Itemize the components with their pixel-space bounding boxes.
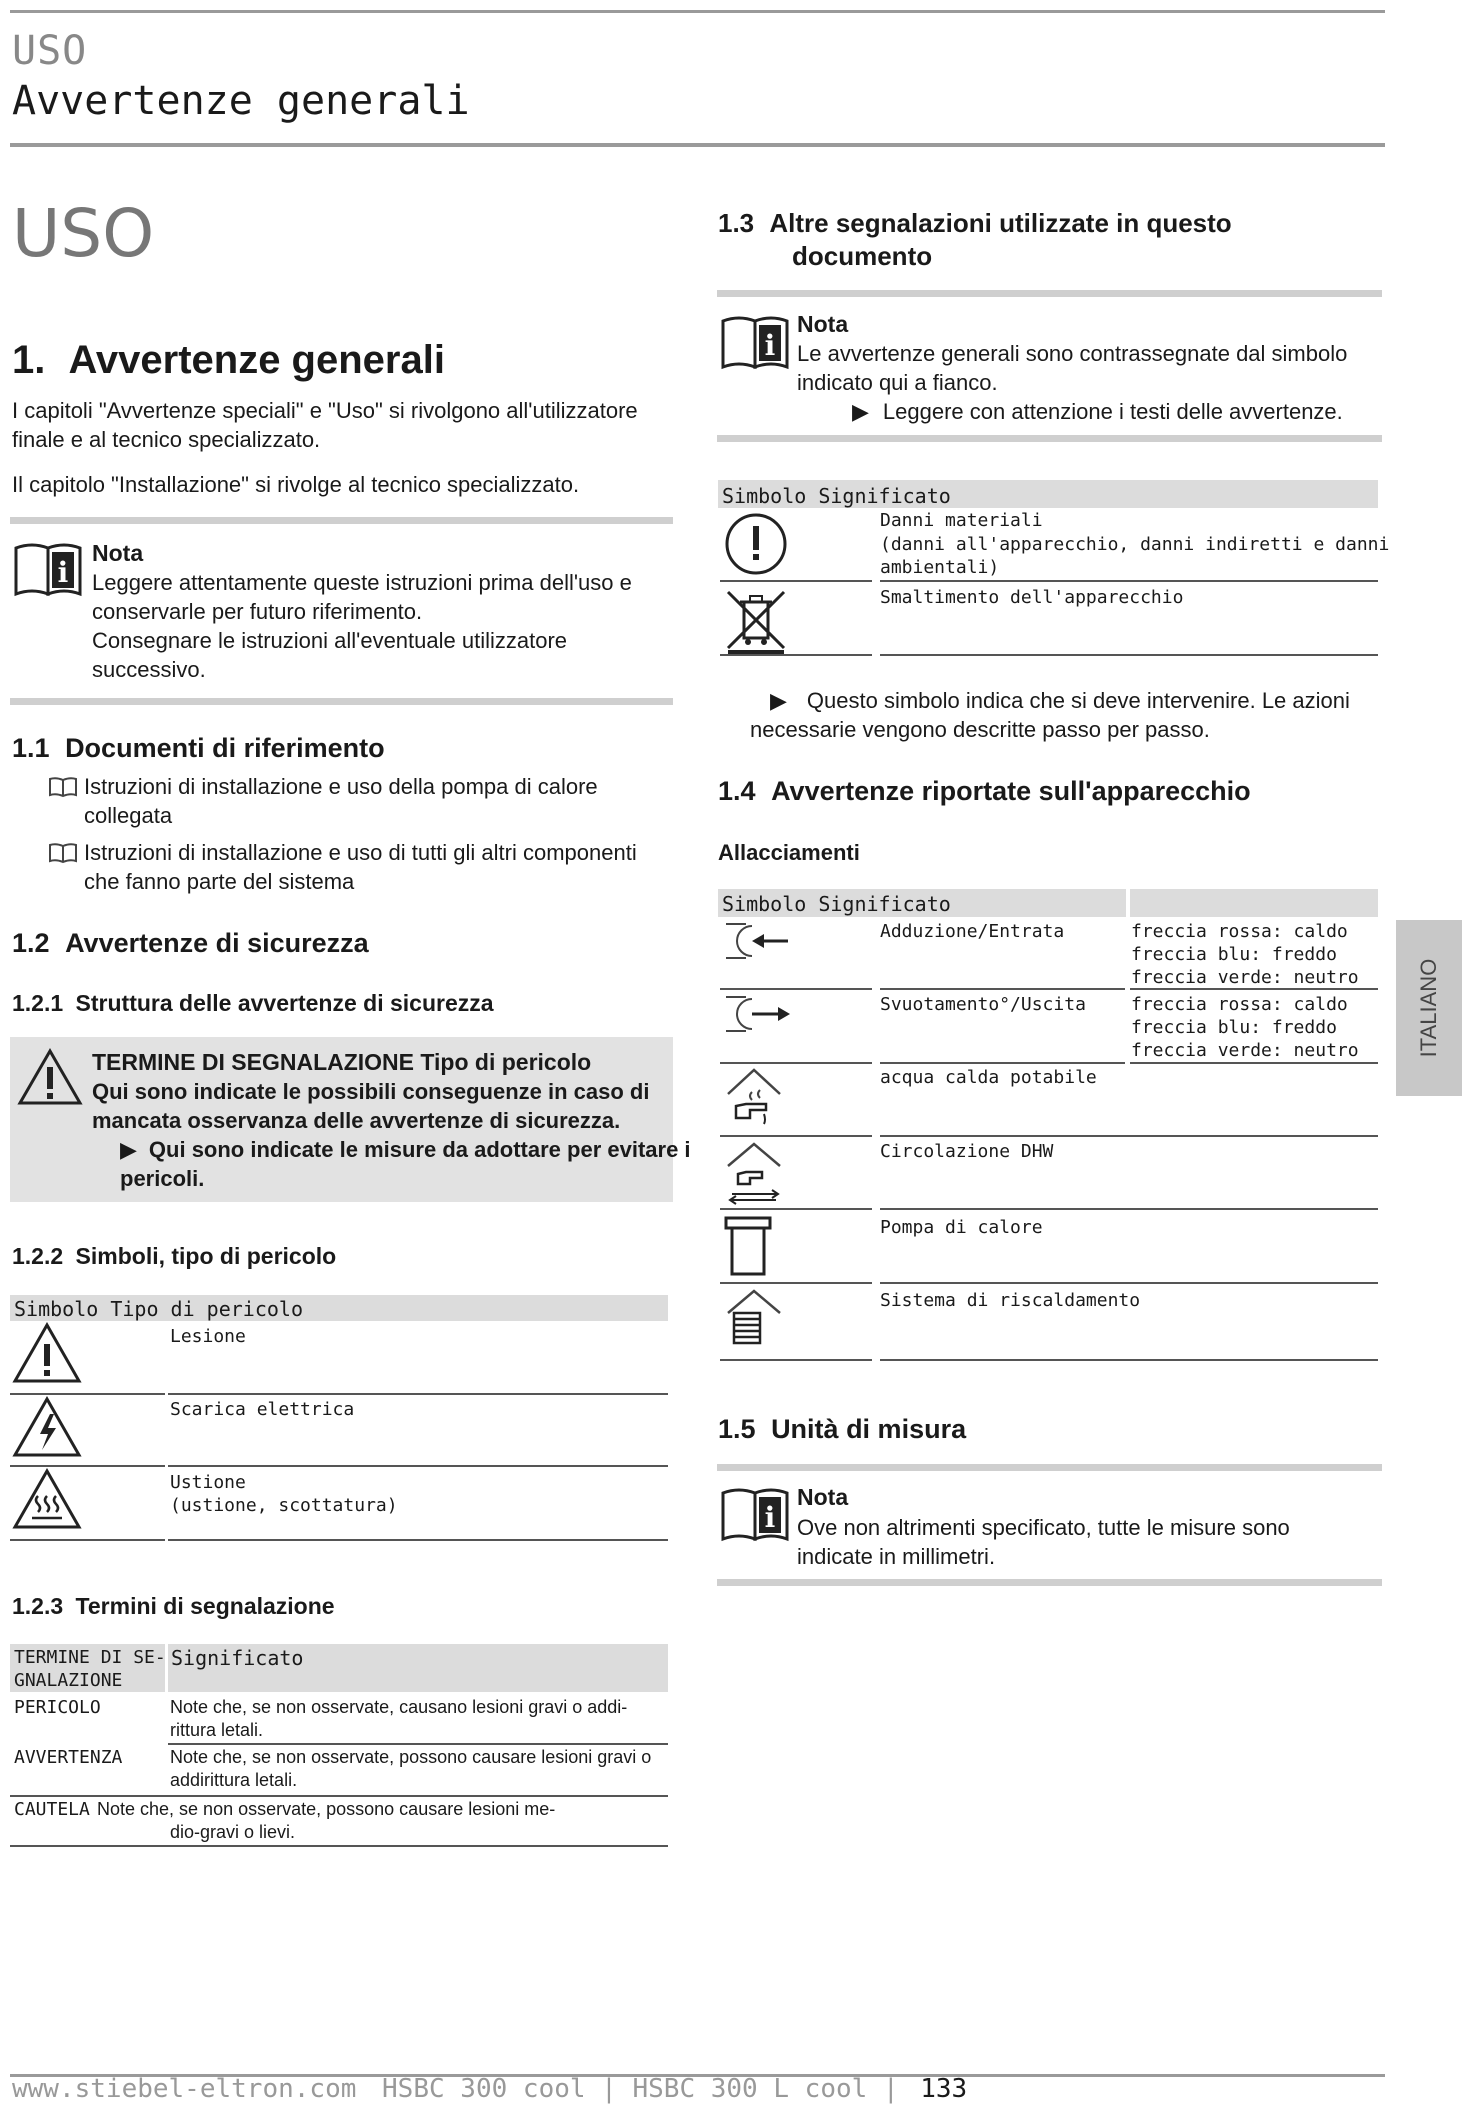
exclamation-triangle-icon: [12, 1322, 82, 1388]
note-box-right-2: [717, 1464, 1382, 1586]
section-number: 1.5: [718, 1414, 756, 1444]
conn-row-text: Svuotamento°/Uscita: [880, 994, 1086, 1015]
note-line-1: Leggere attentamente queste istruzioni prima dell'uso e conservarle per futuro riferimento.: [92, 570, 632, 624]
electric-triangle-icon: [12, 1396, 82, 1462]
color-red: freccia rossa: caldo: [1131, 994, 1348, 1015]
row-divider: [880, 988, 1125, 990]
row-divider: [10, 1393, 165, 1395]
row-divider: [720, 1135, 872, 1137]
row-divider: [720, 1208, 872, 1210]
meaning-line-1: Note che, se non osservate, possono causare lesioni me-: [97, 1799, 556, 1819]
outlet-arrow-icon: [722, 991, 794, 1041]
svg-text:i: i: [764, 1501, 776, 1534]
term-cell: AVVERTENZA: [14, 1747, 123, 1768]
section-title-cont: documento: [792, 241, 933, 271]
action-arrow-icon: ▶: [852, 399, 869, 424]
doc-list-item: [48, 838, 668, 896]
conn-row-text: Pompa di calore: [880, 1217, 1043, 1238]
section-title: Struttura delle avvertenze di sicurezza: [75, 990, 494, 1016]
row-divider: [720, 988, 872, 990]
heading-1-number: 1.: [12, 338, 46, 382]
section-number: 1.2.1: [12, 990, 64, 1016]
row-divider: [168, 1393, 668, 1395]
section-title: Unità di misura: [771, 1414, 967, 1444]
terms-header-col1-line2: GNALAZIONE: [14, 1670, 123, 1691]
section-title: Termini di segnalazione: [75, 1593, 335, 1619]
color-red: freccia rossa: caldo: [1131, 921, 1348, 942]
action-instruction: [750, 686, 1430, 744]
intro-paragraph-1: I capitoli "Avvertenze speciali" e "Uso" si rivolgono all'utilizzatore finale e al tecnico specializzato.: [12, 398, 638, 452]
hazard-row-text: Lesione: [170, 1326, 246, 1347]
color-blue: freccia blu: freddo: [1131, 1017, 1337, 1038]
warning-triangle-icon: [16, 1047, 84, 1111]
color-green: freccia verde: neutro: [1131, 1040, 1359, 1061]
header-rule: [10, 143, 1385, 147]
row-divider: [880, 654, 1378, 656]
row-divider: [720, 1062, 872, 1064]
row-divider: [880, 1359, 1378, 1361]
row-divider: [880, 1282, 1378, 1284]
terms-header-col1-line1: TERMINE DI SE-: [14, 1647, 166, 1668]
note-box-left: [10, 517, 673, 705]
section-title: Altre segnalazioni utilizzate in questo: [769, 208, 1232, 238]
action-instruction-text: Questo simbolo indica che si deve intervenire. Le azioni necessarie vengono descritte passo per passo.: [750, 688, 1350, 742]
info-book-icon: [721, 311, 791, 371]
doc-list-item: [48, 772, 668, 830]
section-1-1-heading: [12, 733, 385, 764]
conn-row-text: Circolazione DHW: [880, 1141, 1054, 1162]
section-1-2-heading: [12, 928, 369, 959]
connections-label: Allacciamenti: [718, 840, 860, 865]
footer: [12, 2074, 967, 2104]
row-divider: [10, 1539, 165, 1541]
conn-row-colors: [1131, 993, 1359, 1062]
info-book-icon: [721, 1483, 791, 1543]
note-bullet-text: Leggere con attenzione i testi delle avvertenze.: [882, 399, 1343, 424]
section-title: Documenti di riferimento: [65, 733, 385, 763]
conn-header-bg-2: [1130, 889, 1378, 917]
header-section: USO: [12, 28, 88, 74]
row-divider: [168, 1465, 668, 1467]
warning-box: [10, 1037, 691, 1202]
note-title: Nota: [797, 1484, 849, 1510]
meaning-line-1: Note che, se non osservate, causano lesioni gravi o addi-: [170, 1697, 628, 1717]
conn-row-text: Adduzione/Entrata: [880, 921, 1065, 942]
doc-item-text: Istruzioni di installazione e uso di tutti gli altri componenti che fanno parte del sistema: [84, 840, 637, 894]
section-1-2-1-heading: [12, 990, 494, 1017]
heating-system-icon: [722, 1287, 792, 1355]
meaning-cell: [170, 1696, 668, 1742]
note-title: Nota: [92, 540, 144, 566]
language-tab-label: ITALIANO: [1416, 958, 1441, 1058]
footer-page: 133: [920, 2074, 968, 2104]
term-cell: PERICOLO: [14, 1697, 101, 1718]
meaning-line-2: addirittura letali.: [170, 1770, 298, 1790]
section-number: 1.2: [12, 928, 50, 958]
section-1-2-2-heading: [12, 1243, 336, 1270]
row-divider: [720, 1282, 872, 1284]
section-1-2-3-heading: [12, 1593, 335, 1620]
note-text: Le avvertenze generali sono contrassegnate dal simbolo indicato qui a fianco.: [797, 341, 1348, 395]
section-number: 1.2.3: [12, 1593, 64, 1619]
heading-1: [12, 338, 445, 383]
heading-1-text: Avvertenze generali: [68, 338, 445, 382]
book-icon: [48, 842, 78, 868]
warning-line-3: [120, 1135, 730, 1193]
terms-header-col1: [14, 1646, 166, 1692]
hot-water-tap-icon: [722, 1066, 792, 1136]
row-divider: [10, 1795, 668, 1797]
hazard-row-text: Scarica elettrica: [170, 1399, 355, 1420]
meaning-line-1: Note che, se non osservate, possono causare lesioni gravi o: [170, 1747, 652, 1767]
row-divider: [720, 580, 872, 582]
section-number: 1.4: [718, 776, 756, 806]
info-book-icon: [14, 538, 84, 598]
meaning-line-2: rittura letali.: [170, 1720, 264, 1740]
section-title: Avvertenze riportate sull'apparecchio: [771, 776, 1251, 806]
row-divider: [168, 1743, 668, 1745]
language-side-tab: [1396, 920, 1462, 1096]
meaning-cell: [170, 1746, 668, 1792]
row-divider: [720, 1359, 872, 1361]
hazard-table-header: Simbolo Tipo di pericolo: [10, 1295, 668, 1321]
exclamation-circle-icon: [722, 512, 790, 580]
warning-line-2: Qui sono indicate le possibili conseguenze in caso di mancata osservanza delle avvertenze di sicurezza.: [92, 1079, 650, 1133]
row-divider: [880, 1062, 1125, 1064]
symbol-row-text: Smaltimento dell'apparecchio: [880, 587, 1184, 608]
conn-table-header: [718, 889, 1378, 917]
row-divider: [168, 1539, 668, 1541]
action-arrow-icon: ▶: [120, 1137, 137, 1162]
header-title: Avvertenze generali: [12, 78, 470, 124]
book-icon: [48, 776, 78, 802]
symbol-row-text-2: (danni all'apparecchio, danni indiretti e danni ambientali): [880, 534, 1390, 578]
footer-site: www.stiebel-eltron.com: [12, 2074, 357, 2104]
svg-text:i: i: [57, 556, 69, 589]
terms-header-col2: Significato: [171, 1646, 304, 1670]
conn-row-text: Sistema di riscaldamento: [880, 1290, 1141, 1311]
big-title: USO: [12, 195, 155, 272]
section-number: 1.2.2: [12, 1243, 64, 1269]
action-arrow-icon: ▶: [770, 688, 787, 713]
conn-row-text: acqua calda potabile: [880, 1067, 1097, 1088]
warning-action-text: Qui sono indicate le misure da adottare per evitare i pericoli.: [120, 1137, 691, 1191]
note-line-2: Consegnare le istruzioni all'eventuale utilizzatore successivo.: [92, 628, 568, 682]
dhw-circulation-icon: [722, 1140, 792, 1210]
heat-pump-icon: [722, 1214, 782, 1282]
row-divider: [720, 654, 872, 656]
svg-text:i: i: [764, 329, 776, 362]
conn-header-text: Simbolo Significato: [722, 892, 951, 916]
note-bullet: [852, 397, 1392, 426]
row-divider: [10, 1465, 165, 1467]
warning-line-1: TERMINE DI SEGNALAZIONE Tipo di pericolo: [92, 1049, 592, 1075]
section-number: 1.1: [12, 733, 50, 763]
section-title: Avvertenze di sicurezza: [65, 928, 369, 958]
row-divider: [1130, 1062, 1378, 1064]
doc-item-text: Istruzioni di installazione e uso della pompa di calore collegata: [84, 774, 598, 828]
section-number: 1.3: [718, 208, 755, 238]
row-divider: [880, 1208, 1378, 1210]
term-cell: CAUTELA: [14, 1799, 90, 1820]
section-1-5-heading: [718, 1414, 966, 1445]
meaning-line-2: dio-gravi o lievi.: [170, 1822, 296, 1842]
color-blue: freccia blu: freddo: [1131, 944, 1337, 965]
conn-row-colors: [1131, 920, 1359, 989]
meaning-cell: [97, 1798, 667, 1844]
color-green: freccia verde: neutro: [1131, 967, 1359, 988]
section-1-4-heading: [718, 776, 1251, 807]
section-title: Simboli, tipo di pericolo: [75, 1243, 337, 1269]
hazard-row-text: Ustione: [170, 1472, 246, 1493]
section-1-3-heading: [718, 207, 1232, 273]
crossed-bin-icon: [722, 586, 790, 660]
footer-models: HSBC 300 cool | HSBC 300 L cool |: [382, 2074, 899, 2104]
hazard-row-text-2: (ustione, scottatura): [170, 1495, 398, 1516]
inlet-arrow-icon: [722, 918, 794, 968]
note-box-right-1: [717, 290, 1382, 442]
symbol-table-header: Simbolo Significato: [718, 480, 1378, 508]
row-divider: [880, 580, 1378, 582]
row-divider: [880, 1135, 1378, 1137]
heat-triangle-icon: [12, 1468, 82, 1534]
symbol-row-text: Danni materiali: [880, 510, 1043, 531]
intro-paragraph-2: Il capitolo "Installazione" si rivolge al tecnico specializzato.: [12, 472, 580, 497]
top-rule: [10, 10, 1385, 13]
note-text: Ove non altrimenti specificato, tutte le misure sono indicate in millimetri.: [797, 1515, 1290, 1569]
note-title: Nota: [797, 311, 849, 337]
row-divider: [1130, 988, 1378, 990]
row-divider: [10, 1845, 668, 1847]
terms-table-header: [10, 1644, 668, 1692]
